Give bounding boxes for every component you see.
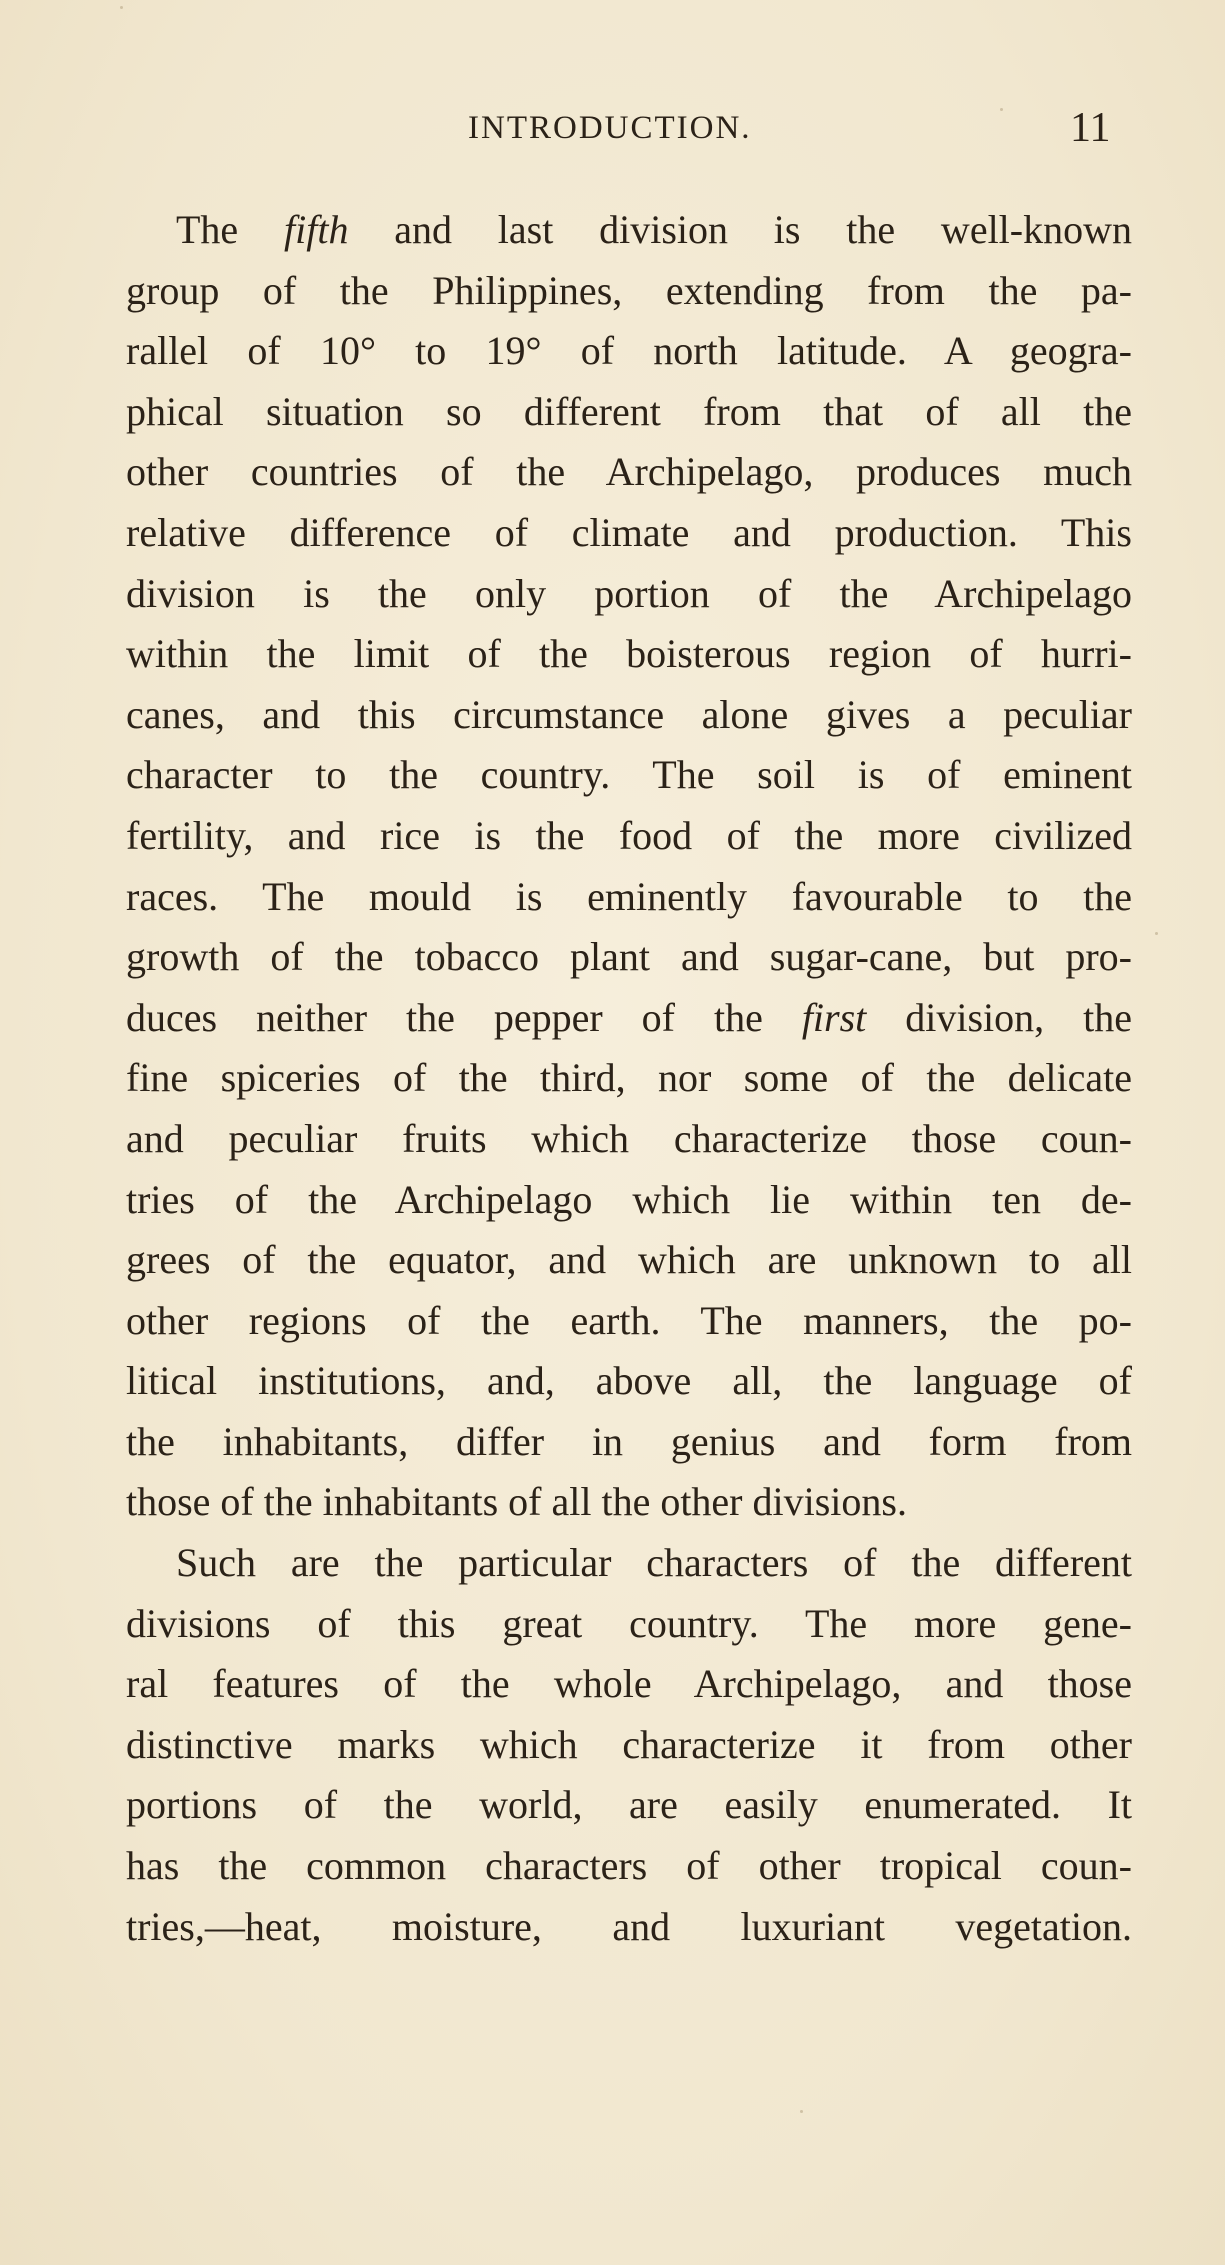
body-text [126,200,1132,1957]
text-line: duces neither the pepper of the first division, the [126,994,1132,1040]
text-line: other countries of the Archipelago, produces much [126,449,1132,495]
text-line: tries,—heat, moisture, and luxuriant vegetation. [126,1903,1132,1949]
text-line: distinctive marks which characterize it from other [126,1721,1132,1767]
text-line: and peculiar fruits which characterize those coun- [126,1115,1132,1161]
text-line: ral features of the whole Archipelago, and those [126,1661,1132,1707]
text-line: within the limit of the boisterous region of hurri- [126,631,1132,677]
text-line: The fifth and last division is the well-known [176,207,1133,252]
paper-speck [1000,108,1003,111]
text-line: grees of the equator, and which are unknown to all [126,1237,1132,1283]
text-line: has the common characters of other tropical coun- [126,1843,1132,1889]
italic-word: fifth [283,207,349,252]
text-line: portions of the world, are easily enumerated. It [126,1782,1132,1828]
text-line: division is the only portion of the Archipelago [126,570,1132,616]
text-line: Such are the particular characters of the different [176,1540,1132,1586]
text-line: group of the Philippines, extending from the pa- [126,267,1132,313]
text-line: those of the inhabitants of all the other divisions. [126,1479,907,1525]
italic-word: first [801,994,867,1040]
paper-speck [1155,932,1158,935]
paper-speck [120,6,123,9]
text-line: races. The mould is eminently favourable to the [126,873,1132,919]
text-line: character to the country. The soil is of eminent [126,752,1132,798]
text-line: fine spiceries of the third, nor some of the delicate [126,1055,1132,1101]
paper-speck [800,2110,803,2113]
running-head [0,104,1225,164]
text-line: fertility, and rice is the food of the more civilized [126,812,1132,858]
text-line: relative difference of climate and production. This [126,509,1132,555]
text-line: phical situation so different from that of all the [126,388,1132,434]
text-line: other regions of the earth. The manners, the po- [126,1297,1132,1343]
text-line: rallel of 10° to 19° of north latitude. A geogra- [126,328,1132,374]
text-line: litical institutions, and, above all, the language of [126,1358,1132,1404]
text-line: canes, and this circumstance alone gives a peculiar [126,691,1132,737]
text-line: the inhabitants, differ in genius and form from [126,1418,1132,1464]
running-title: INTRODUCTION. [468,110,752,146]
text-line: tries of the Archipelago which lie within ten de- [126,1176,1132,1222]
page-number: 11 [1070,105,1111,151]
text-line: divisions of this great country. The more gene- [126,1600,1132,1646]
text-line: growth of the tobacco plant and sugar-cane, but pro- [126,934,1132,980]
